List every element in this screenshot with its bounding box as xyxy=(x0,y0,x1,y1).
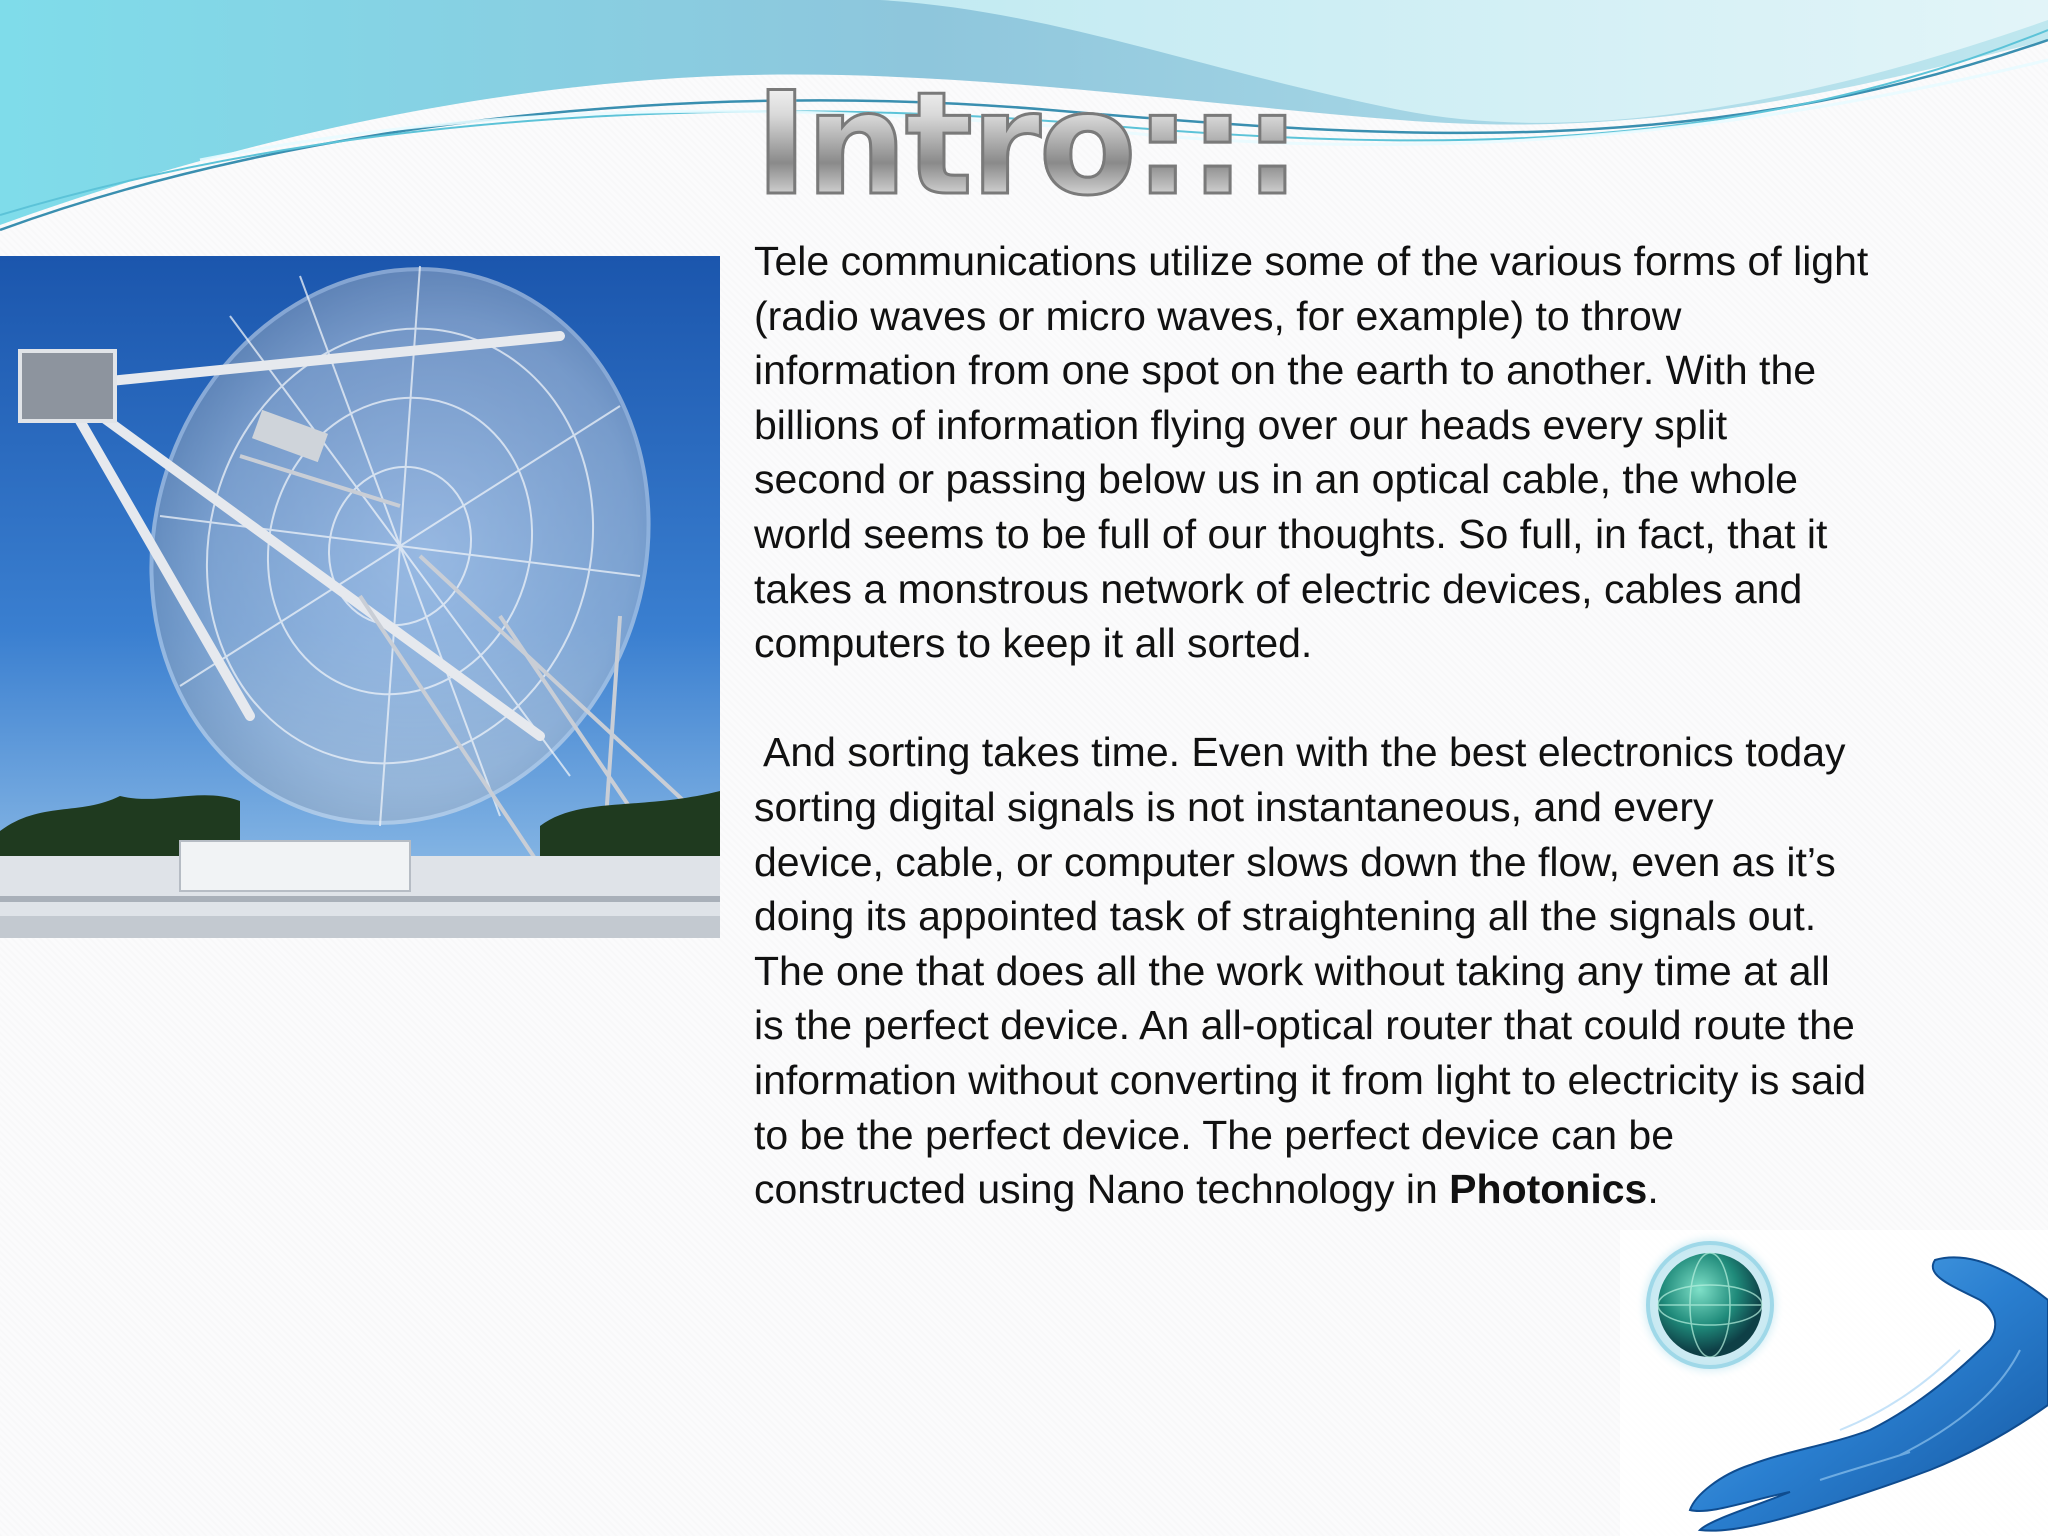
hand-with-globe-illustration xyxy=(1600,1230,2048,1536)
sorting-paragraph xyxy=(754,725,2014,1216)
body-text xyxy=(754,234,2014,1217)
photonics-term: Photonics xyxy=(1449,1166,1648,1213)
sorting-paragraph-end: . xyxy=(1647,1166,1659,1213)
radio-telescope-photo xyxy=(0,256,720,938)
paragraph-gap xyxy=(754,671,2014,726)
slide-title: Intro::: xyxy=(755,62,1299,227)
sorting-paragraph-text: And sorting takes time. Even with the best electronics today sorting digital signals is not instantaneous, and every device, cable, or computer slows down the flow, even as it’s doing its appointed task of straightening all the signals out. The one that does all the work without taking any time at all is the perfect device. An all-optical router that could route the information without converting it from light to electricity is said to be the perfect device. The perfect device can be constructed using Nano technology in xyxy=(754,729,1867,1213)
intro-paragraph: Tele communications utilize some of the various forms of light (radio waves or micro waves, for example) to throw information from one spot on the earth to another. With the billions of information flying over our heads every split second or passing below us in an optical cable, the whole world seems to be full of our thoughts. So full, in fact, that it takes a monstrous network of electric devices, cables and computers to keep it all sorted. xyxy=(754,238,1869,667)
